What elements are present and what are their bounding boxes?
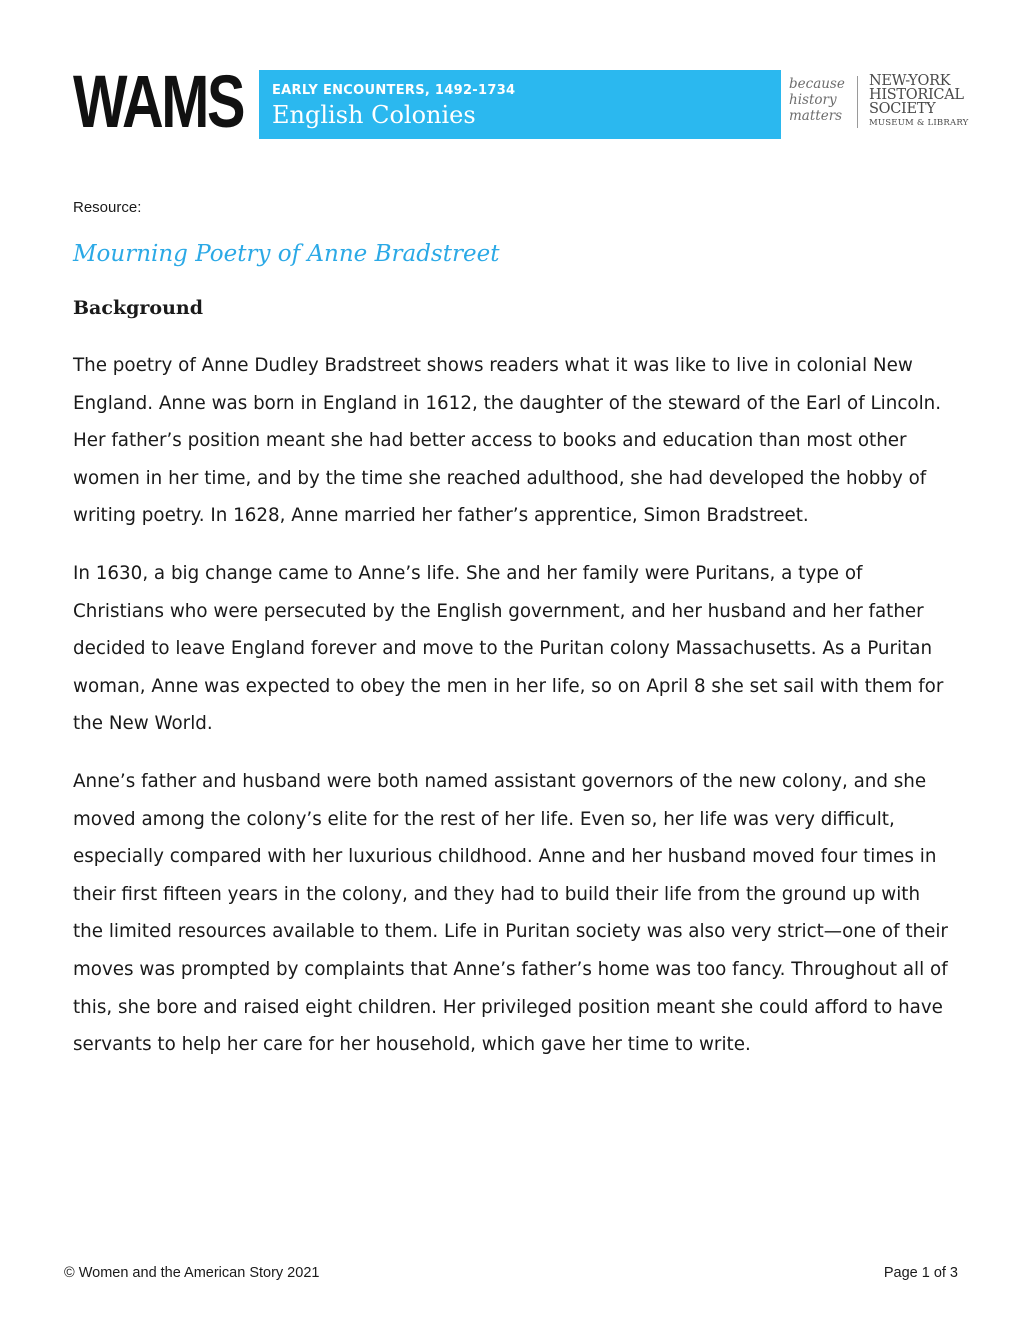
tagline (789, 76, 845, 124)
logo-divider (857, 76, 858, 128)
tagline-line: history (789, 92, 837, 108)
tagline-line: matters (789, 108, 843, 124)
banner-title: English Colonies (272, 101, 476, 129)
page-number: Page 1 of 3 (883, 1265, 958, 1281)
section-heading: Background (73, 297, 203, 319)
nyhs-logo (869, 74, 968, 130)
tagline-line: because (789, 76, 845, 92)
paragraph: The poetry of Anne Dudley Bradstreet shows readers what it was like to live in colonial New England. Anne was born in England in 1612, the daughter of the steward of the Earl of Lincoln. Her father’s position meant she had better access to books and education than most other women in her time, and by the time she reached adulthood, she had developed the hobby of writing poetry. In 1628, Anne married her father’s apprentice, Simon Bradstreet. (73, 355, 942, 527)
nyhs-line: MUSEUM & LIBRARY (869, 118, 969, 128)
page-title: Mourning Poetry of Anne Bradstreet (73, 241, 500, 267)
nyhs-line: HISTORICAL (869, 87, 964, 103)
section-banner (259, 70, 781, 139)
paragraph: Anne’s father and husband were both named assistant governors of the new colony, and she moved among the colony’s elite for the rest of her life. Even so, her life was very difficult, especially compared with her luxurious childhood. Anne and her husband moved four times in their first fifteen years in the colony, and they had to build their life from the ground up with the limited resources available to them. Life in Puritan society was also very strict—one of their moves was prompted by complaints that Anne’s father’s home was too fancy. Throughout all of this, she bore and raised eight children. Her privileged position meant she could afford to have servants to help her care for her household, which gave her time to write. (73, 770, 948, 1056)
banner-subtitle: EARLY ENCOUNTERS, 1492-1734 (272, 83, 516, 98)
nyhs-line: SOCIETY (869, 101, 936, 117)
paragraph: In 1630, a big change came to Anne’s life. She and her family were Puritans, a type of Christians who were persecuted by the English government, and her husband and her father decided to leave England forever and move to the Puritan colony Massachusetts. As a Puritan woman, Anne was expected to obey the men in her life, so on April 8 she set sail with them for the New World. (73, 562, 944, 735)
wams-logo: WAMS (73, 60, 244, 143)
resource-label: Resource: (73, 199, 142, 216)
page-header (73, 60, 973, 143)
nyhs-line: NEW-YORK (869, 73, 951, 89)
document-body (73, 347, 953, 1084)
footer-copyright: © Women and the American Story 2021 (64, 1265, 320, 1281)
